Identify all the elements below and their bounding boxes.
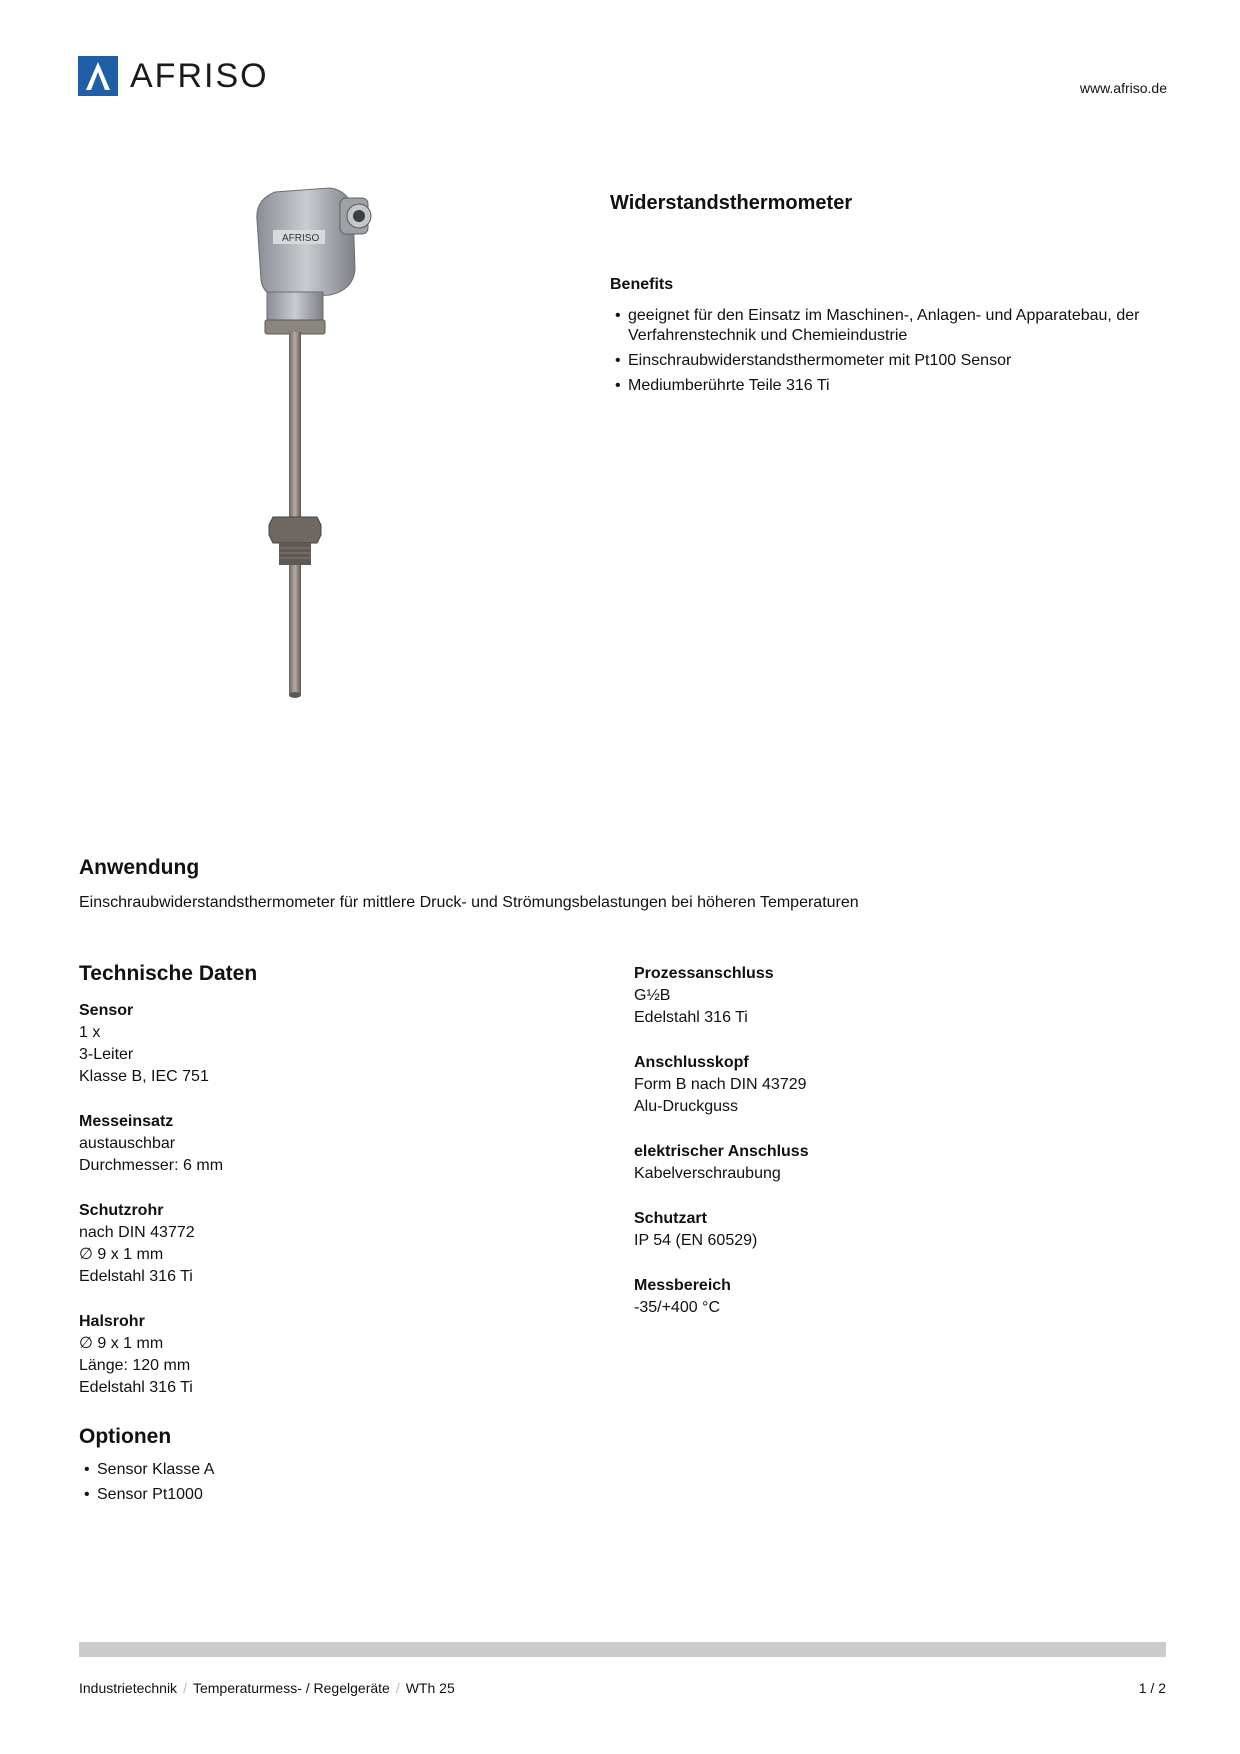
logo-text: AFRISO — [130, 56, 269, 95]
spec-value: Länge: 120 mm — [79, 1357, 191, 1374]
spec-value: G½B — [634, 987, 671, 1004]
spec-title: Schutzart — [634, 1210, 707, 1227]
spec-block-anschlusskopf — [634, 1052, 1134, 1118]
spec-value: Alu-Druckguss — [634, 1098, 739, 1115]
product-title: Widerstandsthermometer — [610, 192, 853, 214]
spec-title: Sensor — [79, 1002, 134, 1019]
footer-divider — [79, 1642, 1166, 1657]
spec-value: ∅ 9 x 1 mm — [79, 1335, 164, 1352]
spec-block-schutzrohr — [79, 1200, 579, 1288]
spec-block-elektrischer-anschluss — [634, 1141, 1134, 1185]
product-image — [235, 180, 415, 800]
anwendung-text: Einschraubwiderstandsthermometer für mittlere Druck- und Strömungsbelastungen bei höheren Temperaturen — [79, 894, 859, 911]
breadcrumb-item[interactable]: WTh 25 — [405, 1680, 455, 1696]
product-label-text: AFRISO — [282, 233, 320, 244]
spec-block-schutzart — [634, 1208, 1134, 1252]
spec-title: Halsrohr — [79, 1313, 145, 1330]
breadcrumb-item[interactable]: Temperaturmess- / Regelgeräte — [192, 1680, 390, 1696]
anwendung-heading: Anwendung — [79, 856, 200, 879]
spec-value: Durchmesser: 6 mm — [79, 1157, 224, 1174]
list-item: • Mediumberührte Teile 316 Ti — [612, 376, 1172, 396]
list-item: • Einschraubwiderstandsthermometer mit Pt100 Sensor — [612, 351, 1172, 371]
company-logo — [78, 56, 269, 96]
spec-title: elektrischer Anschluss — [634, 1143, 809, 1160]
breadcrumb-separator: / — [395, 1680, 400, 1696]
spec-value: Form B nach DIN 43729 — [634, 1076, 807, 1093]
options-list — [84, 1460, 214, 1510]
spec-title: Anschlusskopf — [634, 1054, 749, 1071]
spec-block-messeinsatz — [79, 1111, 579, 1177]
spec-block-prozessanschluss — [634, 963, 1134, 1029]
spec-value: austauschbar — [79, 1135, 176, 1152]
spec-value: ∅ 9 x 1 mm — [79, 1246, 164, 1263]
website-link[interactable]: www.afriso.de — [1079, 80, 1167, 96]
spec-value: IP 54 (EN 60529) — [634, 1232, 758, 1249]
technical-data-heading: Technische Daten — [79, 962, 258, 985]
spec-title: Schutzrohr — [79, 1202, 164, 1219]
spec-block-sensor — [79, 1000, 579, 1088]
breadcrumb-item[interactable]: Industrietechnik — [79, 1680, 178, 1696]
benefits-list — [612, 306, 1172, 401]
breadcrumb — [79, 1680, 455, 1696]
technical-data-right-column — [634, 963, 1134, 1342]
list-item: • Sensor Klasse A — [84, 1460, 214, 1480]
options-heading: Optionen — [79, 1425, 172, 1448]
spec-title: Messeinsatz — [79, 1113, 174, 1130]
spec-value: 1 x — [79, 1024, 101, 1041]
breadcrumb-separator: / — [183, 1680, 187, 1696]
spec-value: Kabelverschraubung — [634, 1165, 781, 1182]
page-number: 1 / 2 — [1138, 1680, 1166, 1696]
spec-value: nach DIN 43772 — [79, 1224, 195, 1241]
list-item: • geeignet für den Einsatz im Maschinen-, Anlagen- und Apparatebau, der Verfahrenstechnik und Chemieindustrie — [612, 306, 1172, 346]
spec-value: 3-Leiter — [79, 1046, 134, 1063]
spec-block-halsrohr — [79, 1311, 579, 1399]
spec-value: -35/+400 °C — [634, 1299, 721, 1316]
list-item: • Sensor Pt1000 — [84, 1485, 214, 1505]
spec-value: Edelstahl 316 Ti — [79, 1379, 193, 1396]
spec-title: Messbereich — [634, 1277, 731, 1294]
spec-value: Edelstahl 316 Ti — [79, 1268, 193, 1285]
spec-title: Prozessanschluss — [634, 965, 774, 982]
benefits-heading: Benefits — [610, 276, 674, 293]
logo-mark-icon — [78, 56, 118, 96]
spec-value: Klasse B, IEC 751 — [79, 1068, 209, 1085]
spec-value: Edelstahl 316 Ti — [634, 1009, 748, 1026]
technical-data-left-column — [79, 1000, 579, 1422]
spec-block-messbereich — [634, 1275, 1134, 1319]
